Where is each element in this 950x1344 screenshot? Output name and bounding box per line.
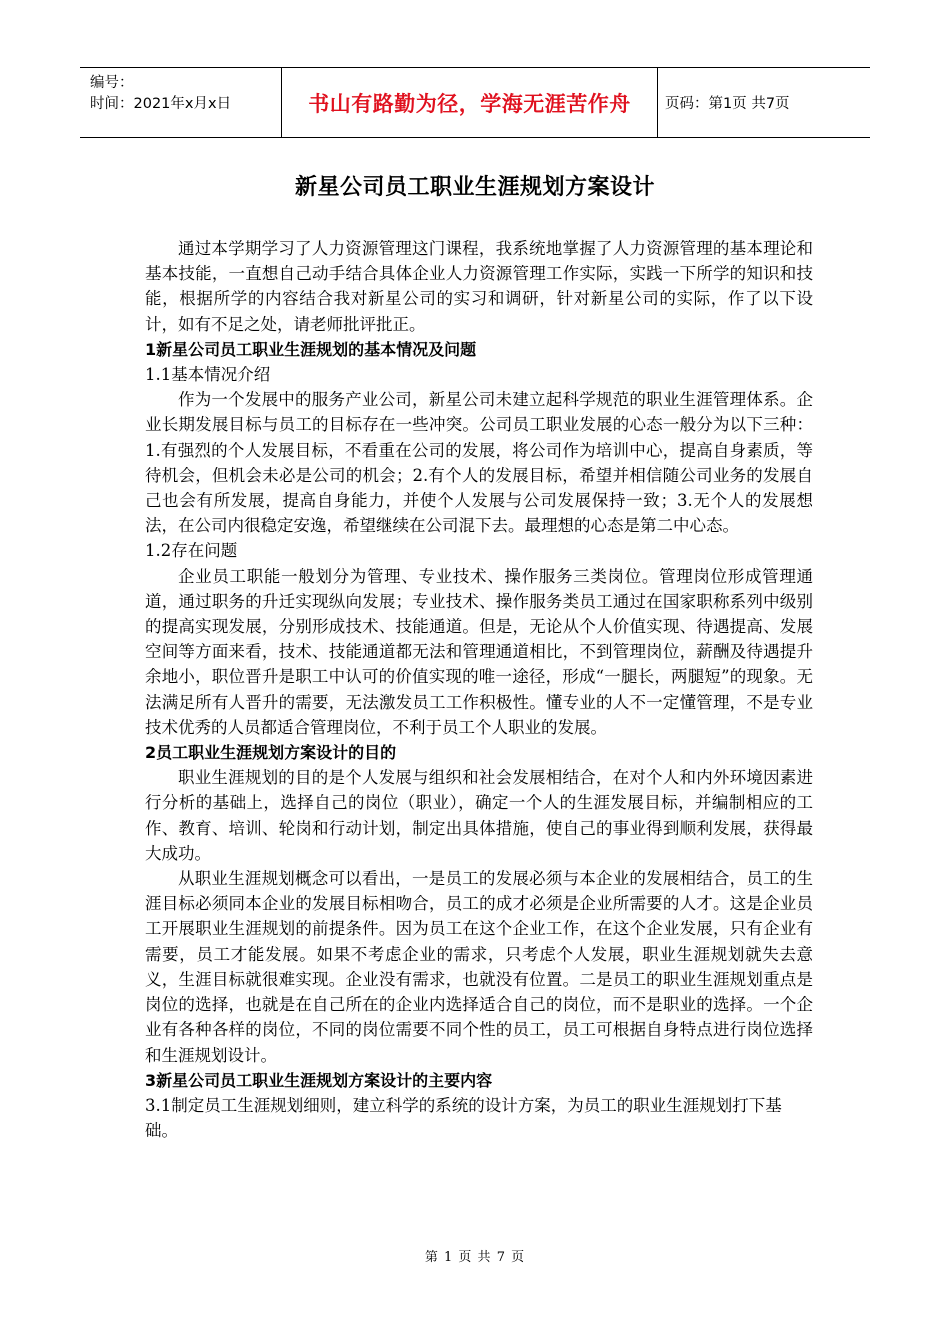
paragraph-2-2: 从职业生涯规划概念可以看出，一是员工的发展必须与本企业的发展相结合，员工的生涯目标必须同本企业的发展目标相吻合，员工的成才必须是企业所需要的人才。这是企业员工开展职业生涯规划的前提条件。因为员工在这个企业工作，在这个企业发展，只有企业有需要，员工才能发展。如果不考虑企业的需求，只考虑个人发展，职业生涯规划就失去意义，生涯目标就很难实现。企业没有需求，也就没有位置。二是员工的职业生涯规划重点是岗位的选择，也就是在自己所在的企业内选择适合自己的岗位，而不是职业的选择。一个企业有各种各样的岗位，不同的岗位需要不同个性的员工，员工可根据自身特点进行岗位选择和生涯规划设计。 xyxy=(145,869,813,1065)
section-heading-3: 3新星公司员工职业生涯规划方案设计的主要内容 xyxy=(145,1070,493,1090)
paragraph-2-1: 职业生涯规划的目的是个人发展与组织和社会发展相结合，在对个人和内外环境因素进行分析的基础上，选择自己的岗位（职业），确定一个人的生涯发展目标，并编制相应的工作、教育、培训、轮岗和行动计划，制定出具体措施，使自己的事业得到顺利发展，获得最大成功。 xyxy=(145,768,813,863)
header-meta-cell xyxy=(80,68,281,137)
document-title: 新星公司员工职业生涯规划方案设计 xyxy=(294,175,655,200)
intro-paragraph: 通过本学期学习了人力资源管理这门课程，我系统地掌握了人力资源管理的基本理论和基本技能，一直想自己动手结合具体企业人力资源管理工作实际，实践一下所学的知识和技能，根据所学的内容结合我对新星公司的实习和调研，针对新星公司的实际，作了以下设计，如有不足之处，请老师批评批正。 xyxy=(145,239,813,334)
document-body xyxy=(145,236,813,1143)
header-page-number: 页码：第1页 共7页 xyxy=(665,96,790,112)
header-motto: 书山有路勤为径，学海无涯苦作舟 xyxy=(281,68,658,137)
subsection-heading-1-1: 1.1基本情况介绍 xyxy=(145,365,271,385)
document-header xyxy=(80,67,870,138)
document-date-label: 时间：2021年x月x日 xyxy=(90,96,232,112)
page-footer: 第 1 页 共 7 页 xyxy=(424,1250,526,1265)
subsection-3-1: 3.1制定员工生涯规划细则，建立科学的系统的设计方案，为员工的职业生涯规划打下基础。 xyxy=(145,1095,782,1141)
section-heading-1: 1新星公司员工职业生涯规划的基本情况及问题 xyxy=(145,339,477,359)
section-heading-2: 2员工职业生涯规划方案设计的目的 xyxy=(145,743,397,763)
paragraph-1-2: 企业员工职能一般划分为管理、专业技术、操作服务三类岗位。管理岗位形成管理通道，通过职务的升迁实现纵向发展；专业技术、操作服务类员工通过在国家职称系列中级别的提高实现发展，分别形成技术、技能通道。但是，无论从个人价值实现、待遇提高、发展空间等方面来看，技术、技能通道都无法和管理通道相比，不到管理岗位，薪酬及待遇提升余地小，职位晋升是职工中认可的价值实现的唯一途径，形成“一腿长，两腿短”的现象。无法满足所有人晋升的需要，无法激发员工工作积极性。懂专业的人不一定懂管理，不是专业技术优秀的人员都适合管理岗位，不利于员工个人职业的发展。 xyxy=(145,566,813,737)
document-number-label: 编号： xyxy=(90,75,134,91)
subsection-heading-1-2: 1.2存在问题 xyxy=(145,541,238,561)
paragraph-1-1: 作为一个发展中的服务产业公司，新星公司未建立起科学规范的职业生涯管理体系。企业长期发展目标与员工的目标存在一些冲突。公司员工职业发展的心态一般分为以下三种：1.有强烈的个人发展目标，不看重在公司的发展，将公司作为培训中心，提高自身素质，等待机会，但机会未必是公司的机会；2.有个人的发展目标，希望并相信随公司业务的发展自己也会有所发展，提高自身能力，并使个人发展与公司发展保持一致；3.无个人的发展想法，在公司内很稳定安逸，希望继续在公司混下去。最理想的心态是第二中心态。 xyxy=(145,390,813,536)
